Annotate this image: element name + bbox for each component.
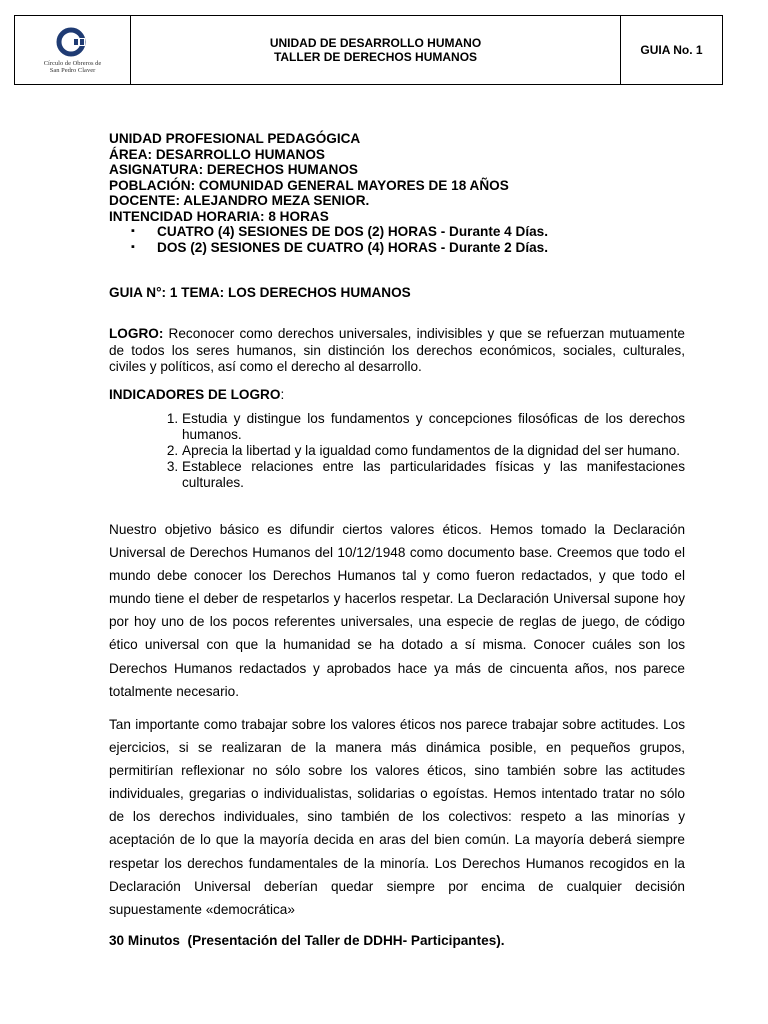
indicador-number — [109, 443, 182, 459]
session-duration-note: 30 Minutos (Presentación del Taller de DDHH- Participantes). — [109, 933, 505, 948]
docente-line: DOCENTE: ALEJANDRO MEZA SENIOR. — [109, 193, 370, 208]
asignatura-line: ASIGNATURA: DERECHOS HUMANOS — [109, 162, 358, 177]
sesiones-list — [109, 224, 685, 255]
document-header — [14, 15, 723, 85]
body-paragraph-2: Tan importante como trabajar sobre los valores éticos nos parece trabajar sobre actitudes. Los ejercicios, si se realizaran de la manera más dinámica posible, en pequeños grupos, permitirían reflexionar no sólo sobre los valores éticos, sino también sobre las actitudes individuales, gregarias o individualistas, solidarias o egoístas. Hemos intentado tratar no sólo de los derechos individuales, sino también de los colectivos: respeto a las minorías y aceptación de lo que la mayoría decida en aras del bien común. La mayoría deberá siempre respetar los derechos fundamentales de la minoría. Los Derechos Humanos recogidos en la Declaración Universal deberían quedar siempre por encima de cualquier decisión supuestamente «democrática» — [109, 717, 685, 917]
header-title-cell — [131, 16, 621, 84]
indicador-number-text: 3. — [166, 459, 179, 474]
organization-logo — [56, 27, 90, 57]
logro-paragraph — [109, 326, 685, 376]
indicador-text: Estudia y distingue los fundamentos y concepciones filosóficas de los derechos humanos. — [182, 411, 685, 442]
indicador-number-text: 1. — [166, 411, 179, 426]
indicador-number — [109, 411, 182, 443]
indicador-item — [109, 411, 685, 443]
logro-text: Reconocer como derechos universales, indivisibles y que se refuerzan mutuamente de todos los seres humanos, sin distinción los derechos económicos, sociales, culturales, civiles y políticos, así como el derecho al desarrollo. — [109, 326, 685, 374]
intensidad-line: INTENCIDAD HORARIA: 8 HORAS — [109, 208, 329, 224]
indicadores-heading — [109, 387, 685, 402]
indicador-item — [109, 443, 685, 459]
indicador-text: Establece relaciones entre las particularidades físicas y las manifestaciones culturales. — [182, 459, 685, 490]
sesion-item: ▪ CUATRO (4) SESIONES DE DOS (2) HORAS - Durante 4 Días. — [109, 224, 685, 240]
header-title-line2: TALLER DE DERECHOS HUMANOS — [273, 50, 478, 64]
logo-caption — [44, 60, 102, 74]
logro-label: LOGRO: — [109, 326, 164, 341]
guia-number: GUIA No. 1 — [640, 43, 703, 57]
indicador-number-text: 2. — [166, 443, 179, 458]
indicador-number — [109, 459, 182, 491]
logo-caption-line2: San Pedro Claver — [49, 66, 96, 74]
course-info — [109, 131, 685, 255]
indicadores-list — [109, 411, 685, 491]
logo-cell — [15, 16, 131, 84]
body-paragraph-1: Nuestro objetivo básico es difundir ciertos valores éticos. Hemos tomado la Declaración Universal de Derechos Humanos del 10/12/1948 como documento base. Creemos que todo el mundo debe conocer los Derechos Humanos tal y como fueron redactados, y que todo el mundo tiene el deber de respetarlos y hacerlos respetar. La Declaración Universal supone hoy por hoy uno de los pocos referentes universales, una especie de reglas de juego, de código ético universal con que la humanidad se ha dotado a sí misma. Conocer cuáles son los Derechos Humanos redactados y aprobados hace ya más de cincuenta años, nos parece totalmente necesario. — [109, 522, 685, 699]
unidad-line: UNIDAD PROFESIONAL PEDAGÓGICA — [109, 131, 361, 146]
area-line: ÁREA: DESARROLLO HUMANOS — [109, 146, 325, 162]
indicador-item — [109, 459, 685, 491]
poblacion-line: POBLACIÓN: COMUNIDAD GENERAL MAYORES DE 18 AÑOS — [109, 177, 509, 193]
indicador-text: Aprecia la libertad y la igualdad como fundamentos de la dignidad del ser humano. — [182, 443, 680, 458]
logo-caption-line1: Círculo de Obreros de — [43, 59, 102, 67]
indicadores-colon: : — [280, 387, 285, 402]
guia-tema-heading: GUIA N°: 1 TEMA: LOS DERECHOS HUMANOS — [109, 285, 411, 300]
indicadores-title: INDICADORES DE LOGRO — [109, 387, 281, 402]
sesion-item: ▪ DOS (2) SESIONES DE CUATRO (4) HORAS - Durante 2 Días. — [109, 240, 685, 256]
header-title-line1: UNIDAD DE DESARROLLO HUMANO — [269, 36, 482, 50]
